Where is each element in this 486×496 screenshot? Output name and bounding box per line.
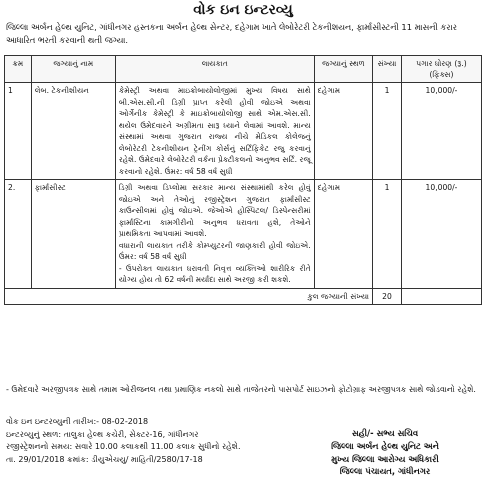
row-count: 1 <box>373 180 402 289</box>
table-row <box>5 180 482 289</box>
signature-block <box>290 427 480 478</box>
signature-line-3: મુખ્ય જિલ્લા આરોગ્ય અધિકારી <box>331 453 439 464</box>
header-salary: પગાર ધોરણ (રૂ.) (ફિક્સ) <box>401 56 481 83</box>
page-title: વોક ઇન ઇન્ટરવ્યુ <box>193 2 293 18</box>
header-count: સંખ્યા <box>373 56 402 83</box>
qualification-note: - ઉપરોક્ત લાયકાત ધરાવતી નિવૃત્ત વ્યક્તિઓ શારીરિક રીતે યોગ્ય હોય તો 62 વર્ષની મર્યાદા સાથે અરજી કરી શકશે. <box>118 263 311 284</box>
row-qualification: કેમેસ્ટ્રી અથવા માઇક્રોબાયોલોજીમાં મુખ્ય વિષય સાથે બી.એસ.સી.ની ડિગ્રી પ્રાપ્ત કરેલી હોવી જોઇએ અથવા ઓર્ગેનીક કેમેસ્ટ્રી કે માઇક્રોબાયોલોજી સાથે એમ.એસ.સી. થયેલ ઉમેદવારને અગ્રીમતા સારૂ ધ્યાને લેવામાં આવશે. માન્ય સંસ્થામાં અથવા ગુજરાત રાજ્ય નીચે મેડિકલ કોલેજનું લેબોરેટરી ટેકનીશીયન ટ્રેનીંગ કોર્સનું સર્ટિફિકેટ રજુ કરવાનું રહેશે. ઉમેદવારે લેબોરેટરી વર્કના પ્રેક્ટીકલનો અનુભવ સર્ટિ. રજૂ કરવાનો રહેશે. ઉંમર: વર્ષ 58 વર્ષ સુધી <box>115 83 314 180</box>
table-header-row <box>5 56 482 83</box>
header-post-name: જગ્યાનું નામ <box>31 56 115 83</box>
footnote: - ઉમેદવારે અરજીપત્રક સાથે તમામ ઓરીજનલ તથા પ્રમાણિક નકલો સાથે તાજેતરનો પાસપોર્ટ સાઇઝનો ફોટોગ્રાફ અરજીપત્રક સાથે જોડવાનો રહેશે. <box>6 385 476 394</box>
table-row <box>5 83 482 180</box>
total-label: કુલ જગ્યાની સંખ્યા <box>5 288 373 305</box>
interview-place: ઇન્ટરવ્યુનું સ્થળ: તાલુકા હેલ્થ કચેરી, સેક્ટર-16, ગાંધીનગર <box>6 429 199 439</box>
intro-text: જિલ્લા અર્બન હેલ્થ યુનિટ, ગાંધીનગર હસ્તકના અર્બન હેલ્થ સેન્ટર, દહેગામ ખાતે લેબોરેટરી ટેકનીશયન, ફાર્માસીસ્ટની 11 માસની કરાર આધારિત ભરતી કરવાની થતી જગ્યા. <box>6 22 457 45</box>
vacancy-table <box>4 55 482 305</box>
row-serial: 2. <box>5 180 32 289</box>
header-serial: ક્રમ <box>5 56 32 83</box>
row-post-name: લેબ. ટેકનીશીયન <box>31 83 115 180</box>
header-qualification: લાયકાત <box>115 56 314 83</box>
reference-number: તા. 29/01/2018 ક્રમાંક: ડીયુએચયુ/ માહિતી/2580/17-18 <box>6 454 203 464</box>
row-salary: 10,000/- <box>401 180 481 289</box>
signature-line-4: જિલ્લા પંચાયત, ગાંધીનગર <box>339 466 431 477</box>
interview-date: વોક ઇન ઇન્ટરવ્યુની તારીખ:- 08-02-2018 <box>6 417 149 426</box>
interview-details <box>6 416 296 466</box>
row-serial: 1 <box>5 83 32 180</box>
registration-time: રજીસ્ટ્રેશનનો સમય: સવારે 10.00 કલાકથી 11.00 કલાક સુધીનો રહેશે. <box>6 442 241 451</box>
table-total-row <box>5 288 482 305</box>
header-place: જગ્યાનું સ્થળ <box>314 56 372 83</box>
row-place: દહેગામ <box>314 83 372 180</box>
signature-line-2: જિલ્લા અર્બન હેલ્થ યુનિટ અને <box>331 440 439 451</box>
row-count: 1 <box>373 83 402 180</box>
row-qualification <box>115 180 314 289</box>
signature-line-1: સહી/- સભ્ય સચિવ <box>351 428 419 438</box>
total-value: 20 <box>373 288 402 305</box>
qualification-extra: વધારાની લાયકાત તરીકે કોમ્પ્યુટરની જાણકારી હોવી જોઇએ. ઉંમર: વર્ષ 58 વર્ષ સુધી <box>118 240 311 261</box>
total-empty <box>401 288 481 305</box>
qualification-main: ડિગ્રી અથવા ડિપ્લોમા સરકાર માન્ય સંસ્થામાંથી કરેલ હોવું જોઇએ અને તેઓનું રજીસ્ટ્રેશન ગુજરાત ફાર્માસીસ્ટ કાઉન્સીલમાં હોવું જોઇએ. જેઓએ હોસ્પિટલ/ ડિસ્પેન્સરીમાં ફાર્માસ્ટિના કામગીરીનો અનુભવ ધરાવતા હશે, તેઓને પ્રાથમિકતા આપવામાં આવશે. <box>118 183 311 238</box>
row-place: દહેગામ <box>314 180 372 289</box>
row-post-name: ફાર્માસીસ્ટ <box>31 180 115 289</box>
row-salary: 10,000/- <box>401 83 481 180</box>
